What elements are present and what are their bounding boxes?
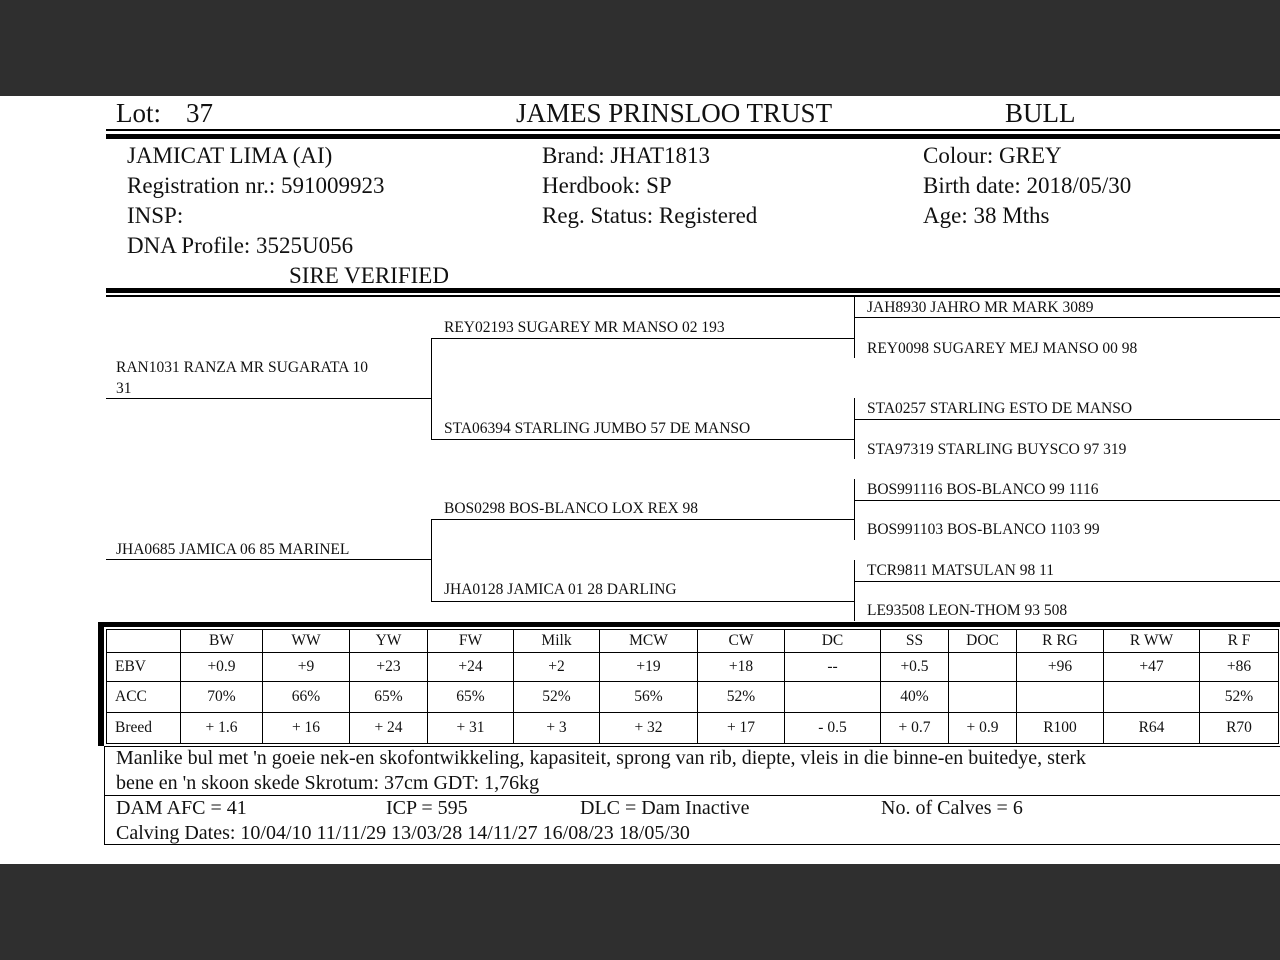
- ebv-row-cell: +19: [600, 653, 698, 682]
- pedigree-dam: JHA0685 JAMICA 06 85 MARINEL: [116, 541, 350, 558]
- animal-info-middle: [542, 141, 757, 231]
- bottom-rule: [104, 844, 1280, 845]
- registration-number: Registration nr.: 591009923: [127, 173, 385, 198]
- acc-row: [107, 682, 1279, 713]
- breed-row-cell: R64: [1104, 713, 1200, 744]
- herdbook: Herdbook: SP: [542, 173, 672, 198]
- acc-row-cell: 66%: [263, 682, 350, 713]
- comment-block: [116, 746, 1086, 796]
- animal-info-left: [127, 141, 449, 291]
- pedigree-sd-dam: STA97319 STARLING BUYSCO 97 319: [867, 441, 1127, 458]
- ebv-row-cell: +18: [698, 653, 785, 682]
- pedigree-dam-sire: BOS0298 BOS-BLANCO LOX REX 98: [444, 500, 699, 517]
- pedigree-sire-sire: REY02193 SUGAREY MR MANSO 02 193: [444, 319, 725, 336]
- dna-profile: DNA Profile: 3525U056: [127, 233, 354, 258]
- ebv-header-row-cell: R RG: [1017, 630, 1104, 653]
- dd-bracket: [854, 560, 855, 621]
- comment-line-1: Manlike bul met 'n goeie nek-en skofontwikkeling, kapasiteit, sprong van rib, diepte, vleis in die binne-en buitedye, sterk: [116, 747, 1087, 769]
- dam-dam-line: [431, 601, 855, 602]
- ebv-frame-left: [98, 622, 104, 746]
- pedigree-ss-sire: JAH8930 JAHRO MR MARK 3089: [867, 299, 1094, 316]
- ebv-header-row-cell: MCW: [600, 630, 698, 653]
- pedigree-sire-cont: 31: [116, 380, 132, 397]
- animal-name: JAMICAT LIMA (AI): [127, 143, 333, 168]
- breed-row-cell: + 32: [600, 713, 698, 744]
- acc-row-cell: 70%: [181, 682, 263, 713]
- pedigree-dd-dam: LE93508 LEON-THOM 93 508: [867, 602, 1068, 619]
- breed-row-cell: - 0.5: [785, 713, 881, 744]
- breed-row-cell: + 1.6: [181, 713, 263, 744]
- acc-row-cell: ACC: [107, 682, 181, 713]
- ebv-header-row-cell: [107, 630, 181, 653]
- reg-status: Reg. Status: Registered: [542, 203, 758, 228]
- sire-line: [106, 398, 432, 399]
- ebv-row-cell: --: [785, 653, 881, 682]
- dam-afc: DAM AFC = 41: [116, 797, 247, 819]
- breed-row-cell: R70: [1200, 713, 1279, 744]
- ebv-row-cell: +24: [428, 653, 514, 682]
- acc-row-cell: [1017, 682, 1104, 713]
- ebv-header-row-cell: SS: [881, 630, 949, 653]
- ebv-header-row-cell: R F: [1200, 630, 1279, 653]
- ebv-row-cell: +2: [514, 653, 600, 682]
- breed-row-cell: + 0.9: [949, 713, 1017, 744]
- ebv-row-cell: +47: [1104, 653, 1200, 682]
- ebv-header-row-cell: FW: [428, 630, 514, 653]
- breed-row-cell: + 3: [514, 713, 600, 744]
- info-rule-thin: [106, 295, 1280, 297]
- dam-sire-line: [431, 519, 855, 520]
- pedigree-sire: RAN1031 RANZA MR SUGARATA 10: [116, 359, 368, 376]
- acc-row-cell: [785, 682, 881, 713]
- ebv-frame-top: [98, 622, 1280, 627]
- ebv-header-row-cell: DC: [785, 630, 881, 653]
- breed-row-cell: + 31: [428, 713, 514, 744]
- breed-row: [107, 713, 1279, 744]
- info-rule-thick: [106, 288, 1280, 293]
- acc-row-cell: 65%: [428, 682, 514, 713]
- birth-date: Birth date: 2018/05/30: [923, 173, 1132, 198]
- acc-row-cell: 52%: [698, 682, 785, 713]
- bottom-dark-band: [0, 864, 1280, 960]
- dam-line: [106, 559, 432, 560]
- ds-bracket: [854, 479, 855, 540]
- acc-row-cell: [949, 682, 1017, 713]
- ebv-row-cell: +23: [350, 653, 428, 682]
- age: Age: 38 Mths: [923, 203, 1050, 228]
- pedigree-dam-dam: JHA0128 JAMICA 01 28 DARLING: [444, 581, 677, 598]
- ebv-row-cell: +9: [263, 653, 350, 682]
- breed-row-cell: + 17: [698, 713, 785, 744]
- breed-row-cell: + 0.7: [881, 713, 949, 744]
- dam-bracket: [431, 519, 432, 601]
- pedigree-sd-sire: STA0257 STARLING ESTO DE MANSO: [867, 400, 1133, 417]
- ss-sire-line: [854, 317, 1280, 318]
- pedigree-ss-dam: REY0098 SUGAREY MEJ MANSO 00 98: [867, 340, 1138, 357]
- header-rule-thick: [106, 134, 1280, 139]
- acc-row-cell: [1104, 682, 1200, 713]
- ebv-header-row: [107, 630, 1279, 653]
- breed-row-cell: Breed: [107, 713, 181, 744]
- ebv-row-cell: [949, 653, 1017, 682]
- top-dark-band: [0, 0, 1280, 96]
- lot-number: 37: [186, 98, 213, 128]
- acc-row-cell: 40%: [881, 682, 949, 713]
- breed-row-cell: + 24: [350, 713, 428, 744]
- ds-sire-line: [854, 500, 1280, 501]
- pedigree-ds-dam: BOS991103 BOS-BLANCO 1103 99: [867, 521, 1100, 538]
- breeder-name: JAMES PRINSLOO TRUST: [516, 98, 833, 128]
- sire-sire-line: [431, 338, 855, 339]
- pedigree-sire-dam: STA06394 STARLING JUMBO 57 DE MANSO: [444, 420, 751, 437]
- sire-verified: SIRE VERIFIED: [289, 263, 449, 288]
- ebv-row-cell: +86: [1200, 653, 1279, 682]
- ebv-header-row-cell: DOC: [949, 630, 1017, 653]
- header-rule-thin: [106, 129, 1280, 131]
- dam-dlc: DLC = Dam Inactive: [580, 797, 750, 819]
- pedigree-ds-sire: BOS991116 BOS-BLANCO 99 1116: [867, 481, 1099, 498]
- calving-dates: Calving Dates: 10/04/10 11/11/29 13/03/28 14/11/27 16/08/23 18/05/30: [116, 822, 690, 844]
- dam-calves: No. of Calves = 6: [881, 797, 1023, 819]
- breed-row-cell: + 16: [263, 713, 350, 744]
- ebv-table: [106, 629, 1279, 744]
- sire-dam-line: [431, 439, 855, 440]
- ebv-header-row-cell: BW: [181, 630, 263, 653]
- comment-line-2: bene en 'n skoon skede Skrotum: 37cm GDT: 1,76kg: [116, 772, 540, 794]
- dam-icp: ICP = 595: [386, 797, 468, 819]
- ebv-header-row-cell: YW: [350, 630, 428, 653]
- pedigree-dd-sire: TCR9811 MATSULAN 98 11: [867, 562, 1055, 579]
- breed-row-cell: R100: [1017, 713, 1104, 744]
- ebv-row-cell: +0.5: [881, 653, 949, 682]
- colour: Colour: GREY: [923, 143, 1062, 168]
- ebv-header-row-cell: R WW: [1104, 630, 1200, 653]
- lot-label: Lot:: [116, 98, 161, 128]
- sex-label: BULL: [1005, 98, 1076, 128]
- ebv-row-cell: +96: [1017, 653, 1104, 682]
- ebv-row-cell: +0.9: [181, 653, 263, 682]
- lot-sheet: [0, 96, 1280, 864]
- animal-info-right: [923, 141, 1131, 231]
- ebv-row: [107, 653, 1279, 682]
- sd-sire-line: [854, 419, 1280, 420]
- acc-row-cell: 52%: [514, 682, 600, 713]
- insp-field: INSP:: [127, 203, 184, 228]
- acc-row-cell: 56%: [600, 682, 698, 713]
- ebv-header-row-cell: CW: [698, 630, 785, 653]
- ss-bracket: [854, 297, 855, 358]
- acc-row-cell: 65%: [350, 682, 428, 713]
- ebv-header-row-cell: WW: [263, 630, 350, 653]
- dd-sire-line: [854, 581, 1280, 582]
- ebv-row-cell: EBV: [107, 653, 181, 682]
- sd-bracket: [854, 398, 855, 459]
- brand: Brand: JHAT1813: [542, 143, 711, 168]
- acc-row-cell: 52%: [1200, 682, 1279, 713]
- sire-bracket: [431, 338, 432, 439]
- ebv-header-row-cell: Milk: [514, 630, 600, 653]
